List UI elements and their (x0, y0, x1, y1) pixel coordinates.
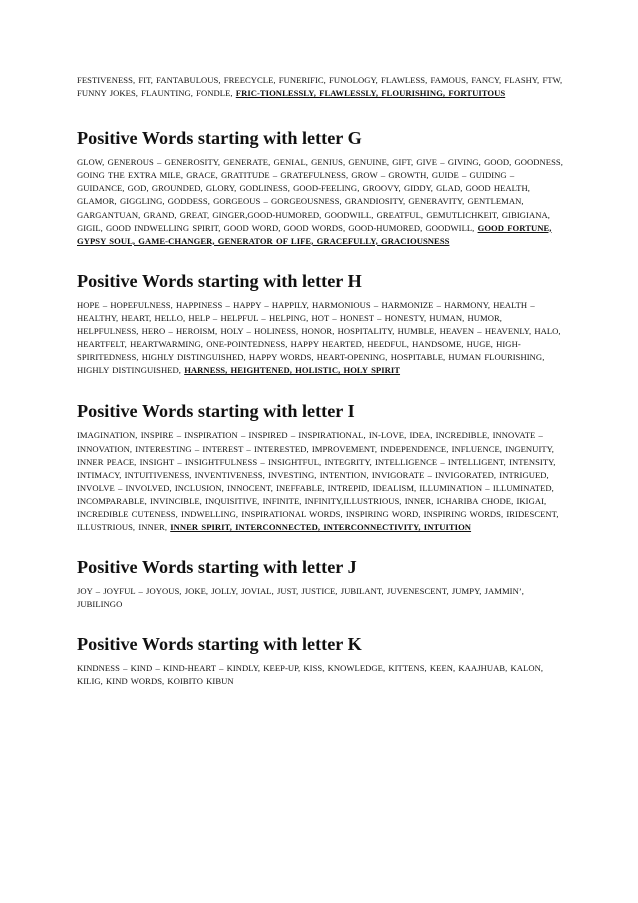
section-bold-text-i: INNER SPIRIT, INTERCONNECTED, INTERCONNECTIVITY, INTUITION (170, 522, 472, 533)
section-words-j (77, 585, 563, 611)
section-letter-i (77, 400, 563, 534)
intro-bold-text: FRIC-TIONLESSLY, FLAWLESSLY, FLOURISHING, FORTUITOUS (235, 88, 506, 99)
section-words-i (77, 429, 563, 534)
section-letter-j (77, 556, 563, 611)
section-text-h: HOPE – HOPEFULNESS, HAPPINESS – HAPPY – HAPPILY, HARMONIOUS – HARMONIZE – HARMONY, HEALTH – HEALTHY, HEART, HELLO, HELP – HELPFUL – HELPING, HOT – HONEST – HONESTY, HUMAN, HUMOR, HELPFULNESS, HERO – HEROISM, HOLY – HOLINESS, HONOR, HOSPITALITY, HUMBLE, HEAVEN – HEAVENLY, HALO, HEARTFELT, HEARTWARMING, ONE-POINTEDNESS, HAPPY HEARTED, HEEDFUL, HANDSOME, HUGE, HIGH-SPIRITEDNESS, HIGHLY DISTINGUISHED, HAPPY WORDS, HEART-OPENING, HOSPITABLE, HUMAN FLOURISHING, HIGHLY DISTINGUISHED, (77, 299, 561, 376)
section-text-g: GLOW, GENEROUS – GENEROSITY, GENERATE, GENIAL, GENIUS, GENUINE, GIFT, GIVE – GIVING, GOOD, GOODNESS, GOING THE EXTRA MILE, GRACE, GRATITUDE – GRATEFULNESS, GROW – GROWTH, GUIDE – GUIDING – GUIDANCE, GOD, GROUNDED, GLORY, GODLINESS, GOOD-FEELING, GROOVY, GIDDY, GLAD, GOOD HEALTH, GLAMOR, GIGGLING, GODDESS, GORGEOUS – GORGEOUSNESS, GRANDIOSITY, GENERAVITY, GENTLEMAN, GARGANTUAN, GRAND, GREAT, GINGER,GOOD-HUMORED, GOODWILL, GREATFUL, GEMUTLICHKEIT, GIBIGIANA, GIGIL, GOOD INDWELLING SPIRIT, GOOD WORD, GOOD WORDS, GOOD-HUMORED, GOODWILL, (77, 157, 563, 233)
intro-text: FESTIVENESS, FIT, FANTABULOUS, FREECYCLE, FUNERIFIC, FUNOLOGY, FLAWLESS, FAMOUS, FANCY, FLASHY, FTW, FUNNY JOKES, FLAUNTING, FONDLE, (77, 75, 563, 99)
section-heading-k: Positive Words starting with letter K (77, 634, 362, 655)
intro-paragraph (77, 74, 563, 100)
section-text-i: IMAGINATION, INSPIRE – INSPIRATION – INSPIRED – INSPIRATIONAL, IN-LOVE, IDEA, INCREDIBLE, INNOVATE – INNOVATION, INTERESTING – INTEREST – INTERESTED, IMPROVEMENT, INDEPENDENCE, INFLUENCE, INGENUITY, INNER PEACE, INSIGHT – INSIGHTFULNESS – INSIGHTFUL, INTEGRITY, INTELLIGENCE – INTELLIGENT, INTENSITY, INTIMACY, INTUITIVENESS, INVENTIVENESS, INVESTING, INTENTION, INVIGORATE – INVIGORATED, INTRIGUED, INVOLVE – INVOLVED, INCLUSION, INNOCENT, INEFFABLE, INTREPID, IDEALISM, ILLUMINATION – ILLUMINATED, INCOMPARABLE, INVINCIBLE, INQUISITIVE, INFINITE, INFINITY,ILLUSTRIOUS, INNER, ICHARIBA CHODE, IKIGAI, INCREDIBLE CUTENESS, INDWELLING, INSPIRATIONAL WORDS, INSPIRING WORD, INSPIRING WORDS, IRIDESCENT, ILLUSTRIOUS, INNER, (77, 430, 559, 533)
section-words-k (77, 662, 563, 688)
section-text-k: KINDNESS – KIND – KIND-HEART – KINDLY, KEEP-UP, KISS, KNOWLEDGE, KITTENS, KEEN, KAAJHUAB, KALON, KILIG, KIND WORDS, KOIBITO KIBUN (77, 663, 544, 687)
section-words-g (77, 156, 563, 248)
section-bold-text-g: GOOD FORTUNE, GYPSY SOUL, GAME-CHANGER, GENERATOR OF LIFE, GRACEFULLY, GRACIOUSNESS (77, 222, 552, 246)
section-letter-k (77, 633, 563, 688)
section-words-h (77, 299, 563, 378)
section-text-j: JOY – JOYFUL – JOYOUS, JOKE, JOLLY, JOVIAL, JUST, JUSTICE, JUBILANT, JUVENESCENT, JUMPY, JAMMIN’, JUBILINGO (77, 586, 524, 610)
section-heading-i: Positive Words starting with letter I (77, 401, 355, 422)
section-bold-text-h: HARNESS, HEIGHTENED, HOLISTIC, HOLY SPIRIT (184, 365, 401, 376)
section-heading-h: Positive Words starting with letter H (77, 270, 362, 291)
document-page (77, 74, 563, 689)
section-heading-g: Positive Words starting with letter G (77, 128, 362, 149)
section-heading-j: Positive Words starting with letter J (77, 557, 357, 578)
section-letter-h (77, 270, 563, 378)
section-letter-g (77, 127, 563, 248)
